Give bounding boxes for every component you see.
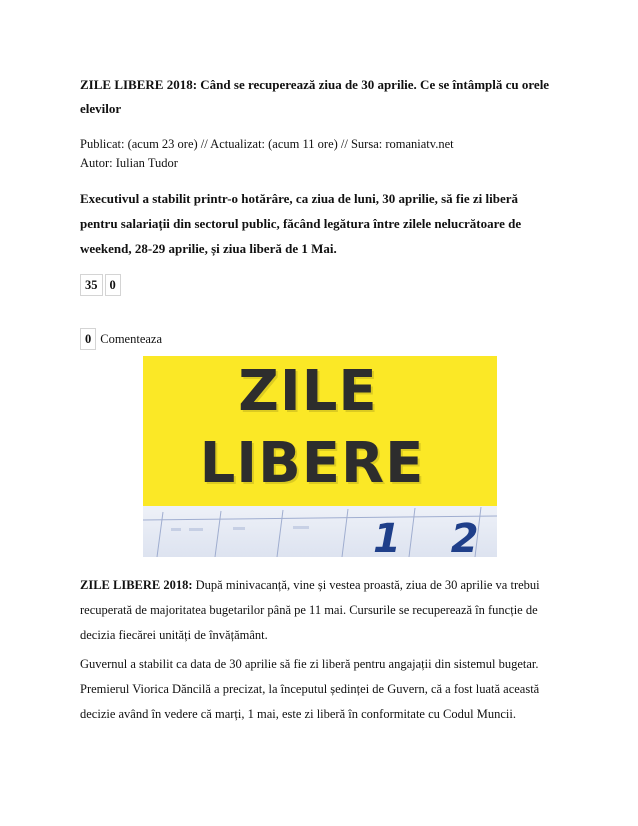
author-meta: Autor: Iulian Tudor bbox=[80, 156, 178, 170]
comment-count: 0 bbox=[80, 328, 96, 350]
hero-word-libere: LIBERE bbox=[199, 431, 425, 496]
comments-row bbox=[80, 328, 162, 350]
share-counts bbox=[80, 274, 123, 296]
paragraph-1-lead-in: ZILE LIBERE 2018: bbox=[80, 578, 193, 592]
article-lead: Executivul a stabilit printr-o hotărâre, ca ziua de luni, 30 aprilie, să fie zi liberă pentru salariații din sectorul public, făcând legătura între zilele nelucrătoare de weekend, 28-29 aprilie, și ziua liberă de 1 Mai. bbox=[80, 191, 522, 256]
publish-meta: Publicat: (acum 23 ore) // Actualizat: (acum 11 ore) // Sursa: romaniatv.net bbox=[80, 137, 454, 151]
article-title: ZILE LIBERE 2018: Când se recuperează ziua de 30 aprilie. Ce se întâmplă cu orele elevilor bbox=[80, 77, 550, 116]
comment-link[interactable]: Comenteaza bbox=[100, 331, 163, 346]
share-count-first[interactable]: 35 bbox=[80, 274, 103, 296]
calendar-digits: 1 2 bbox=[373, 516, 497, 557]
hero-image bbox=[143, 356, 497, 557]
paragraph-1 bbox=[80, 573, 558, 648]
paragraph-2: Guvernul a stabilit ca data de 30 aprilie să fie zi liberă pentru angajații din sistemul bugetar. Premierul Viorica Dăncilă a precizat, la începutul ședinței de Guvern, că a fost luată această decizie având în vedere că marți, 1 mai, este zi liberă în conformitate cu Codul Muncii. bbox=[80, 657, 540, 721]
hero-word-zile: ZILE bbox=[238, 359, 378, 424]
paragraph-1-text: După minivacanță, vine și vestea proastă, ziua de 30 aprilie va trebui recuperată de majoritatea bugetarilor până pe 11 mai. Cursurile se recuperează în funcție de decizia fiecărei unități de învățământ. bbox=[80, 578, 540, 642]
share-count-second[interactable]: 0 bbox=[105, 274, 121, 296]
